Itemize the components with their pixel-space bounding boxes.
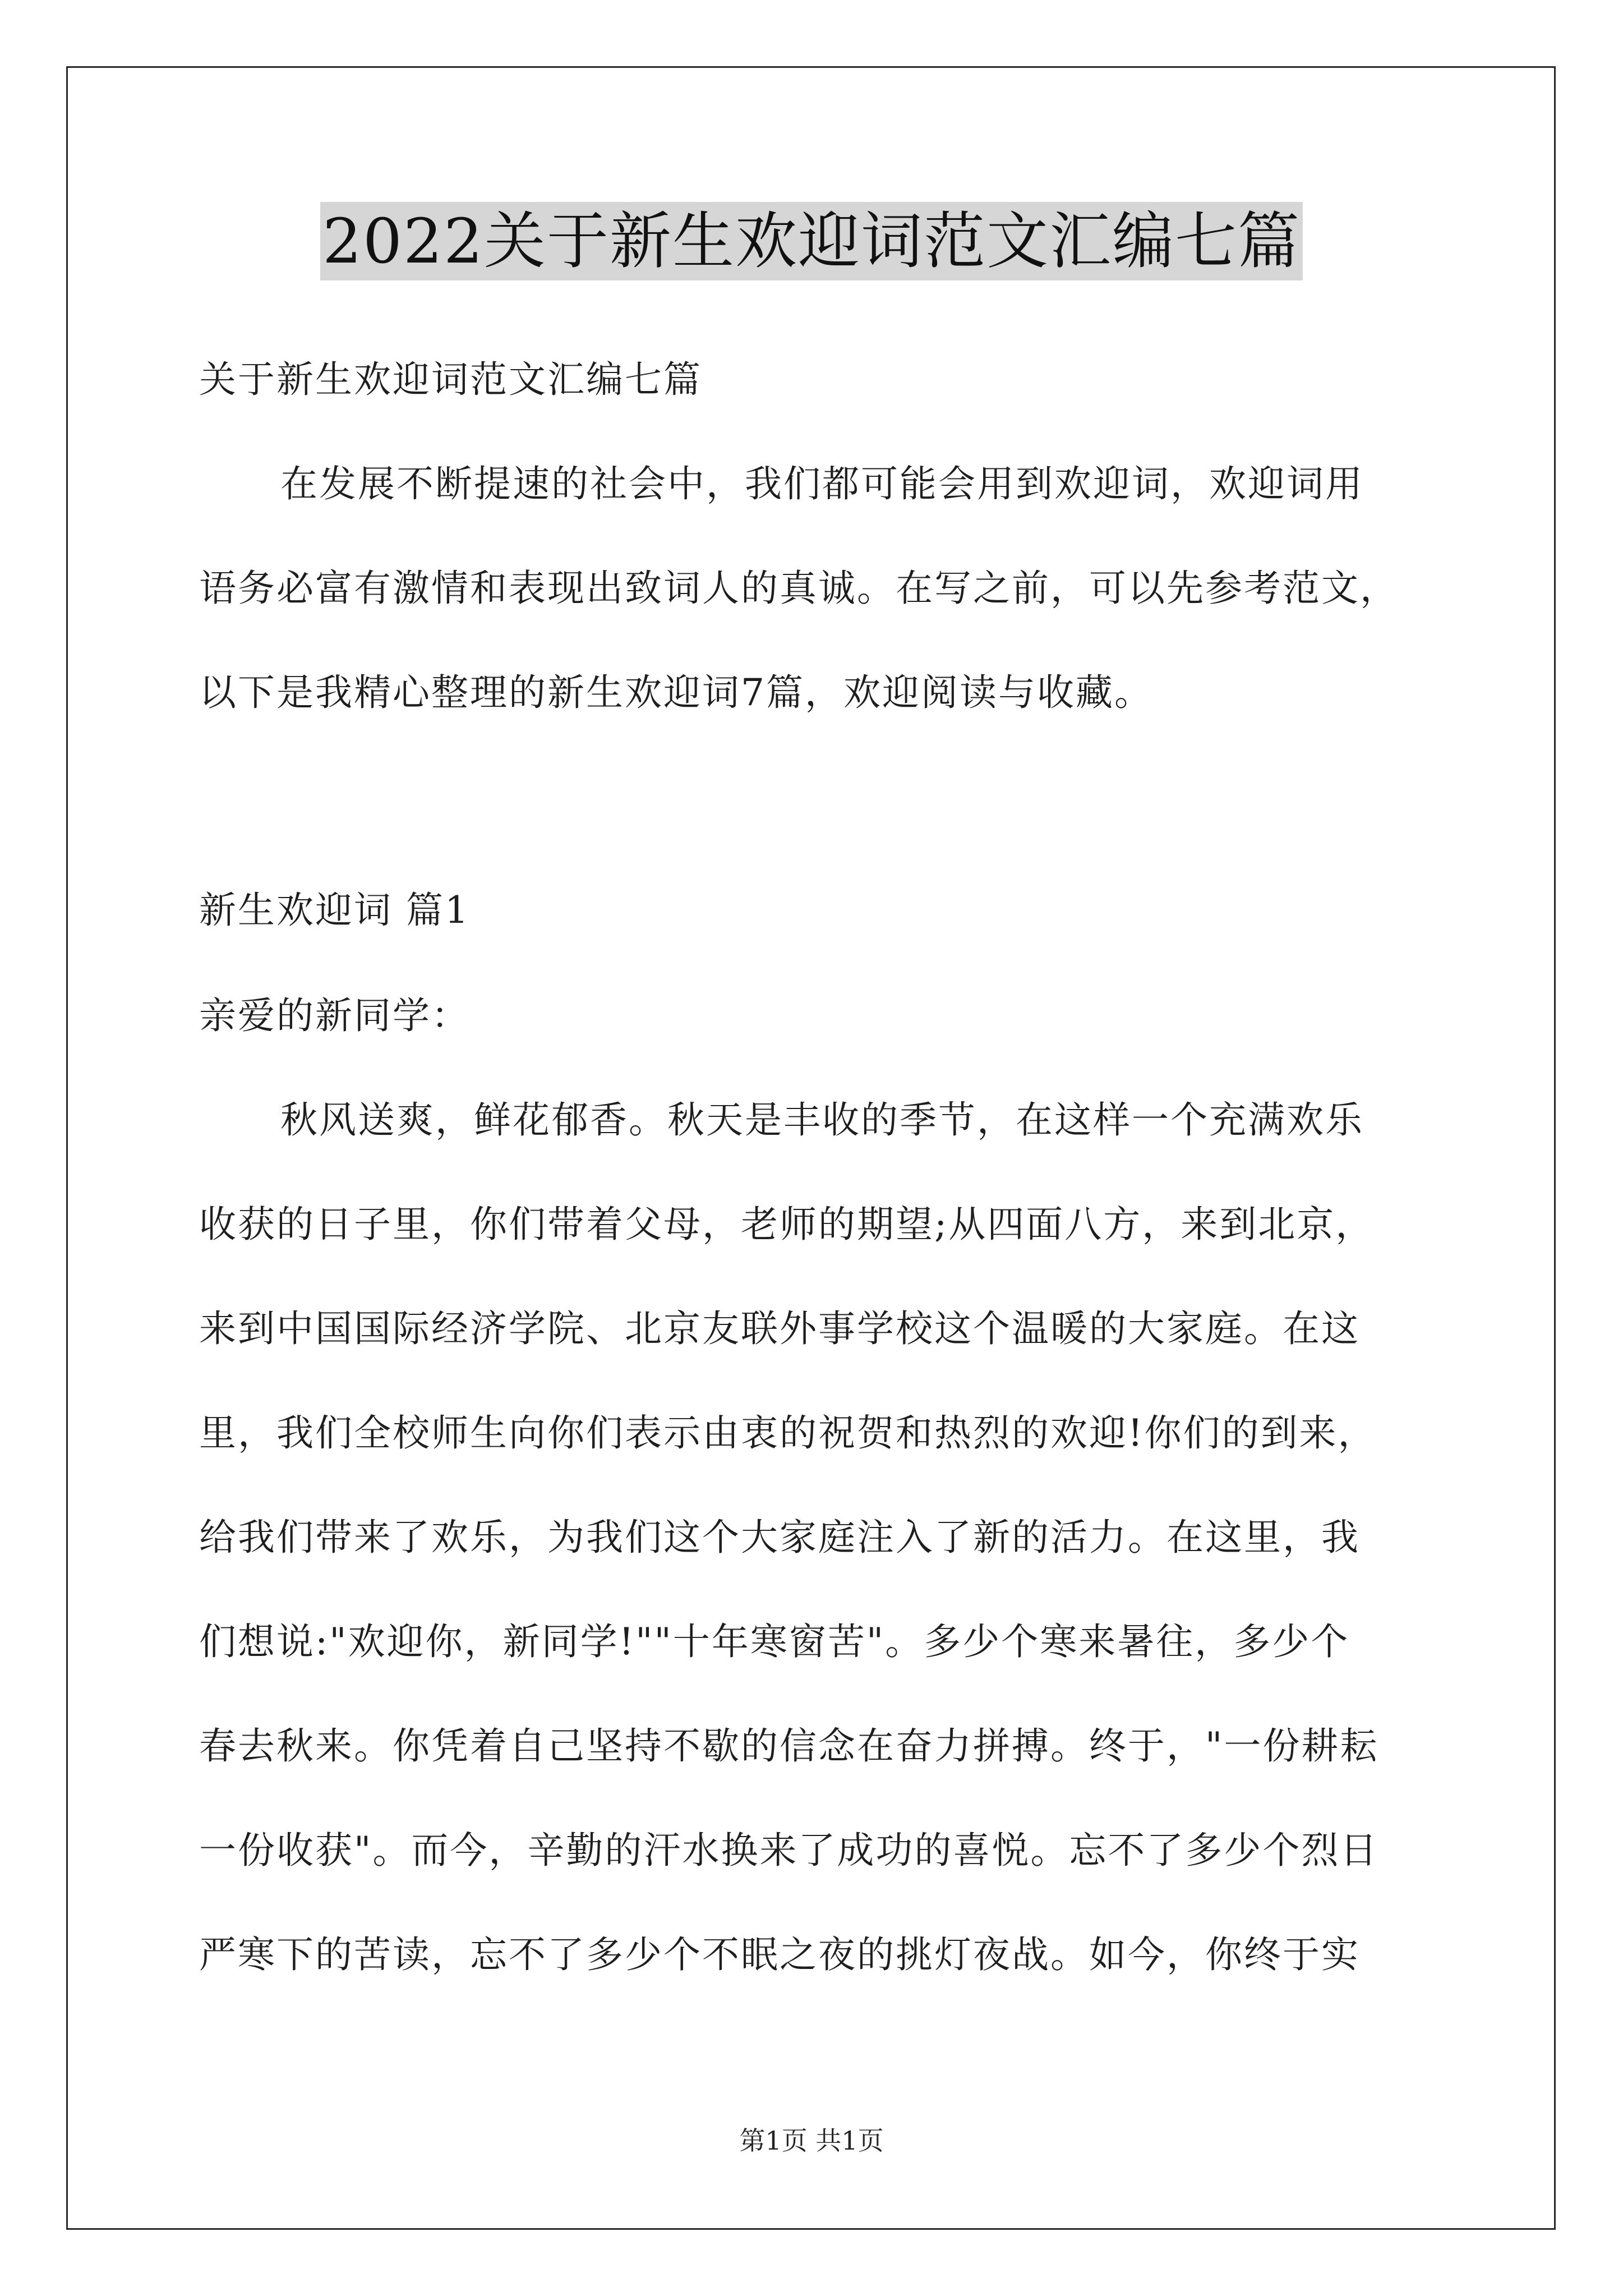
intro-line: 语务必富有激情和表现出致词人的真诚。在写之前，可以先参考范文， xyxy=(199,567,1399,610)
intro-line: 以下是我精心整理的新生欢迎词7篇，欢迎阅读与收藏。 xyxy=(199,671,1153,714)
section-heading: 新生欢迎词 篇1 xyxy=(199,889,470,932)
body-line: 春去秋来。你凭着自己坚持不歇的信念在奋力拼搏。终于，"一份耕耘 xyxy=(199,1724,1379,1768)
intro-line: 在发展不断提速的社会中，我们都可能会用到欢迎词，欢迎词用 xyxy=(280,462,1364,505)
title-container xyxy=(0,202,1623,280)
document-title: 2022关于新生欢迎词范文汇编七篇 xyxy=(320,202,1303,280)
body-line: 秋风送爽，鲜花郁香。秋天是丰收的季节，在这样一个充满欢乐 xyxy=(280,1098,1364,1142)
document-subtitle: 关于新生欢迎词范文汇编七篇 xyxy=(199,358,702,401)
body-line: 严寒下的苦读，忘不了多少个不眠之夜的挑灯夜战。如今，你终于实 xyxy=(199,1933,1360,1976)
body-line: 收获的日子里，你们带着父母，老师的期望;从四面八方，来到北京， xyxy=(199,1203,1375,1246)
body-line: 一份收获"。而今，辛勤的汗水换来了成功的喜悦。忘不了多少个烈日 xyxy=(199,1829,1379,1872)
body-line: 来到中国国际经济学院、北京友联外事学校这个温暖的大家庭。在这 xyxy=(199,1307,1360,1350)
salutation: 亲爱的新同学： xyxy=(199,994,470,1037)
body-line: 们想说:"欢迎你，新同学!""十年寒窗苦"。多少个寒来暑往，多少个 xyxy=(199,1620,1350,1663)
body-line: 里，我们全校师生向你们表示由衷的祝贺和热烈的欢迎!你们的到来， xyxy=(199,1411,1377,1455)
body-line: 给我们带来了欢乐，为我们这个大家庭注入了新的活力。在这里，我 xyxy=(199,1516,1360,1559)
page-footer: 第1页 共1页 xyxy=(739,2125,884,2156)
